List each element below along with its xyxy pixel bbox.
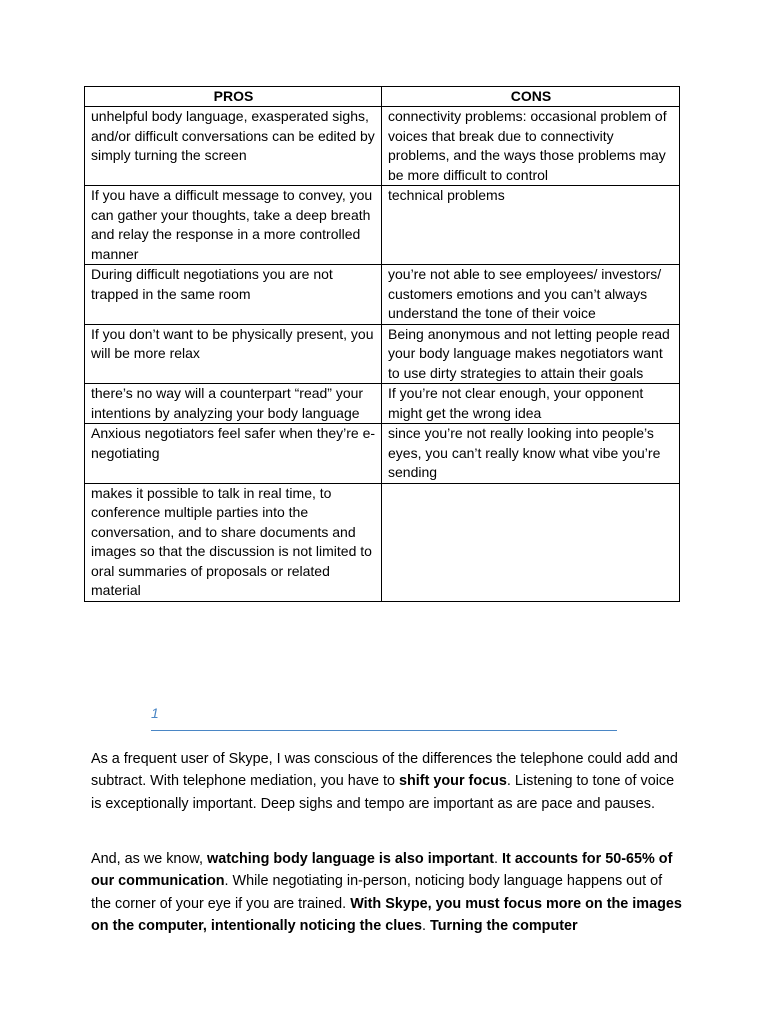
text-run: And, as we know, [91, 851, 207, 867]
con-cell: technical problems [382, 186, 680, 265]
con-cell: Being anonymous and not letting people read your body language makes negotiators want to use dirty strategies to attain their goals [382, 324, 680, 384]
paragraph-body-language [91, 848, 685, 937]
bold-text-run: With Skype, you must focus more on the images on the computer, intentionally noticing the clues [91, 895, 682, 934]
text-run: . While negotiating in-person, noticing body language happens out of the corner of your eye if you are trained. [91, 873, 663, 912]
table-row [85, 265, 680, 325]
con-cell: connectivity problems: occasional problem of voices that break due to connectivity problems, and the ways those problems may be more difficult to control [382, 107, 680, 186]
text-run: . Listening to tone of voice is exceptionally important. Deep sighs and tempo are important as are pace and pauses. [91, 773, 675, 812]
bold-text-run: shift your focus [398, 773, 507, 790]
text-run: . [494, 851, 503, 867]
pro-cell: If you don’t want to be physically present, you will be more relax [85, 324, 382, 384]
con-cell: you’re not able to see employees/ investors/ customers emotions and you can’t always understand the tone of their voice [382, 265, 680, 325]
con-cell: If you’re not clear enough, your opponent might get the wrong idea [382, 384, 680, 424]
con-cell [382, 483, 680, 601]
bold-text-run: Turning the computer [430, 917, 578, 934]
footnote-separator [151, 730, 617, 731]
bold-text-run: It accounts for 50-65% of our communication [91, 851, 673, 890]
pros-header: PROS [85, 87, 382, 107]
paragraph-skype-intro [91, 748, 685, 815]
table-row [85, 324, 680, 384]
table-row [85, 424, 680, 484]
text-run: . [422, 917, 431, 934]
pro-cell: makes it possible to talk in real time, to conference multiple parties into the conversation, and to share documents and images so that the discussion is not limited to oral summaries of proposals or related material [85, 483, 382, 601]
cons-header: CONS [382, 87, 680, 107]
table-row [85, 384, 680, 424]
table-row [85, 483, 680, 601]
footnote-number: 1 [151, 705, 159, 721]
pro-cell: Anxious negotiators feel safer when they’re e-negotiating [85, 424, 382, 484]
pro-cell: there’s no way will a counterpart “read” your intentions by analyzing your body language [85, 384, 382, 424]
pro-cell: If you have a difficult message to convey, you can gather your thoughts, take a deep breath and relay the response in a more controlled manner [85, 186, 382, 265]
con-cell: since you’re not really looking into people’s eyes, you can’t really know what vibe you’re sending [382, 424, 680, 484]
pro-cell: During difficult negotiations you are not trapped in the same room [85, 265, 382, 325]
table-row [85, 107, 680, 186]
pro-cell: unhelpful body language, exasperated sighs, and/or difficult conversations can be edited by simply turning the screen [85, 107, 382, 186]
bold-text-run: watching body language is also important [207, 851, 495, 867]
text-run: As a frequent user of Skype, I was conscious of the differences the telephone could add and subtract. With telephone mediation, you have to [91, 751, 678, 790]
table-row [85, 186, 680, 265]
pros-cons-table [84, 86, 680, 602]
table-header-row [85, 87, 680, 107]
